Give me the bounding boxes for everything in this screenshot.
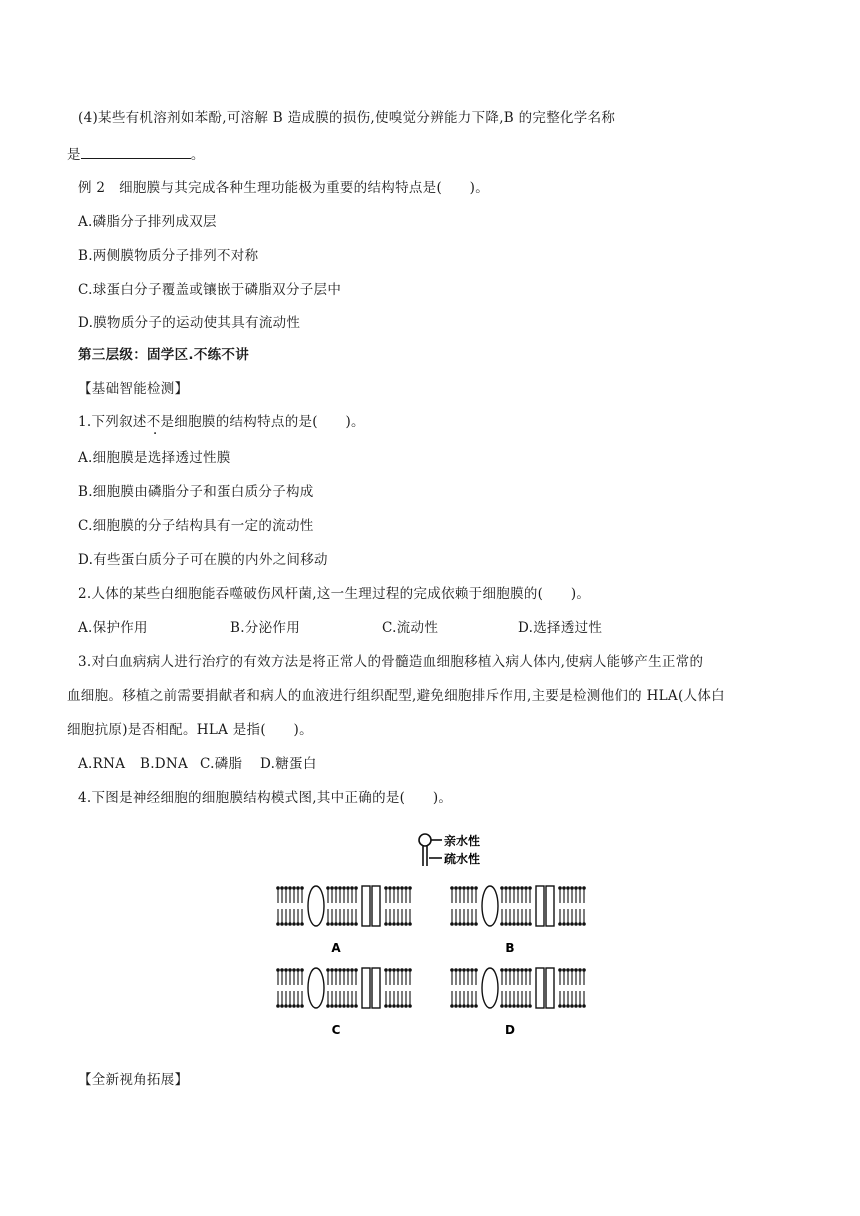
- example2-option-d: D.膜物质分子的运动使其具有流动性: [78, 315, 301, 331]
- answer-blank: [81, 144, 191, 159]
- q3-line2: 血细胞。移植之前需要捐献者和病人的血液进行组织配型,避免细胞排斥作用,主要是检测他们的 HLA(人体白: [67, 688, 725, 704]
- q3-options: [78, 754, 478, 774]
- q2-option-d: D.选择透过性: [518, 620, 603, 636]
- q1-stem-part1: 1.下列叙述: [78, 414, 147, 430]
- q2-option-c: C.流动性: [382, 620, 439, 636]
- membrane-panel-b: [450, 886, 586, 926]
- membrane-structure-figure: [270, 826, 590, 1041]
- q2-stem: 2.人体的某些白细胞能吞噬破伤风杆菌,这一生理过程的完成依赖于细胞膜的( )。: [78, 586, 591, 602]
- q1-stem: [78, 412, 365, 432]
- q1-stem-part2: 是细胞膜的结构特点的是( )。: [160, 414, 365, 430]
- q1-option-d: D.有些蛋白质分子可在膜的内外之间移动: [78, 552, 328, 568]
- basic-section-heading: 【基础智能检测】: [78, 381, 189, 397]
- panel-label-c: C: [331, 1023, 341, 1037]
- q3-option-b: B.DNA: [140, 756, 189, 772]
- membrane-panel-a: [276, 886, 412, 926]
- example2-option-a: A.磷脂分子排列成双层: [78, 214, 217, 230]
- q4-stem: 4.下图是神经细胞的细胞膜结构模式图,其中正确的是( )。: [78, 790, 453, 806]
- q2-options: [78, 618, 678, 638]
- panel-label-b: B: [505, 941, 515, 955]
- q3-line1: 3.对白血病病人进行治疗的有效方法是将正常人的骨髓造血细胞移植入病人体内,使病人能够产生正常的: [78, 654, 704, 670]
- q2-option-b: B.分泌作用: [230, 620, 301, 636]
- q3-option-c: C.磷脂: [200, 756, 243, 772]
- q3-option-a: A.RNA: [78, 756, 126, 772]
- panel-label-d: D: [505, 1023, 515, 1037]
- q4-part-prefix: 是: [67, 147, 81, 163]
- membrane-panel-d: [450, 968, 586, 1008]
- q1-option-a: A.细胞膜是选择透过性膜: [78, 450, 231, 466]
- membrane-panel-c: [276, 968, 412, 1008]
- level3-heading: 第三层级：固学区.不练不讲: [78, 347, 250, 363]
- q1-option-b: B.细胞膜由磷脂分子和蛋白质分子构成: [78, 484, 314, 500]
- example2-stem: 例 2 细胞膜与其完成各种生理功能极为重要的结构特点是( )。: [78, 180, 490, 196]
- example2-option-c: C.球蛋白分子覆盖或镶嵌于磷脂双分子层中: [78, 282, 342, 298]
- q3-option-d: D.糖蛋白: [260, 756, 317, 772]
- panel-label-a: A: [331, 941, 341, 955]
- legend-hydrophobic: 疏水性: [444, 852, 481, 866]
- q2-option-a: A.保护作用: [78, 620, 148, 636]
- phospholipid-legend-icon: [419, 834, 442, 866]
- q4-part-line2: [67, 144, 205, 165]
- q4-part-suffix: 。: [190, 147, 205, 163]
- q3-line3: 细胞抗原)是否相配。HLA 是指( )。: [67, 722, 313, 738]
- new-view-heading: 【全新视角拓展】: [78, 1072, 189, 1088]
- q4-part-line1: (4)某些有机溶剂如苯酚,可溶解 B 造成膜的损伤,使嗅觉分辨能力下降,B 的完整化学名称: [78, 110, 616, 126]
- example2-option-b: B.两侧膜物质分子排列不对称: [78, 248, 259, 264]
- q1-option-c: C.细胞膜的分子结构具有一定的流动性: [78, 518, 314, 534]
- q1-stem-emphasis: 不: [146, 414, 161, 430]
- legend-hydrophilic: 亲水性: [444, 834, 481, 848]
